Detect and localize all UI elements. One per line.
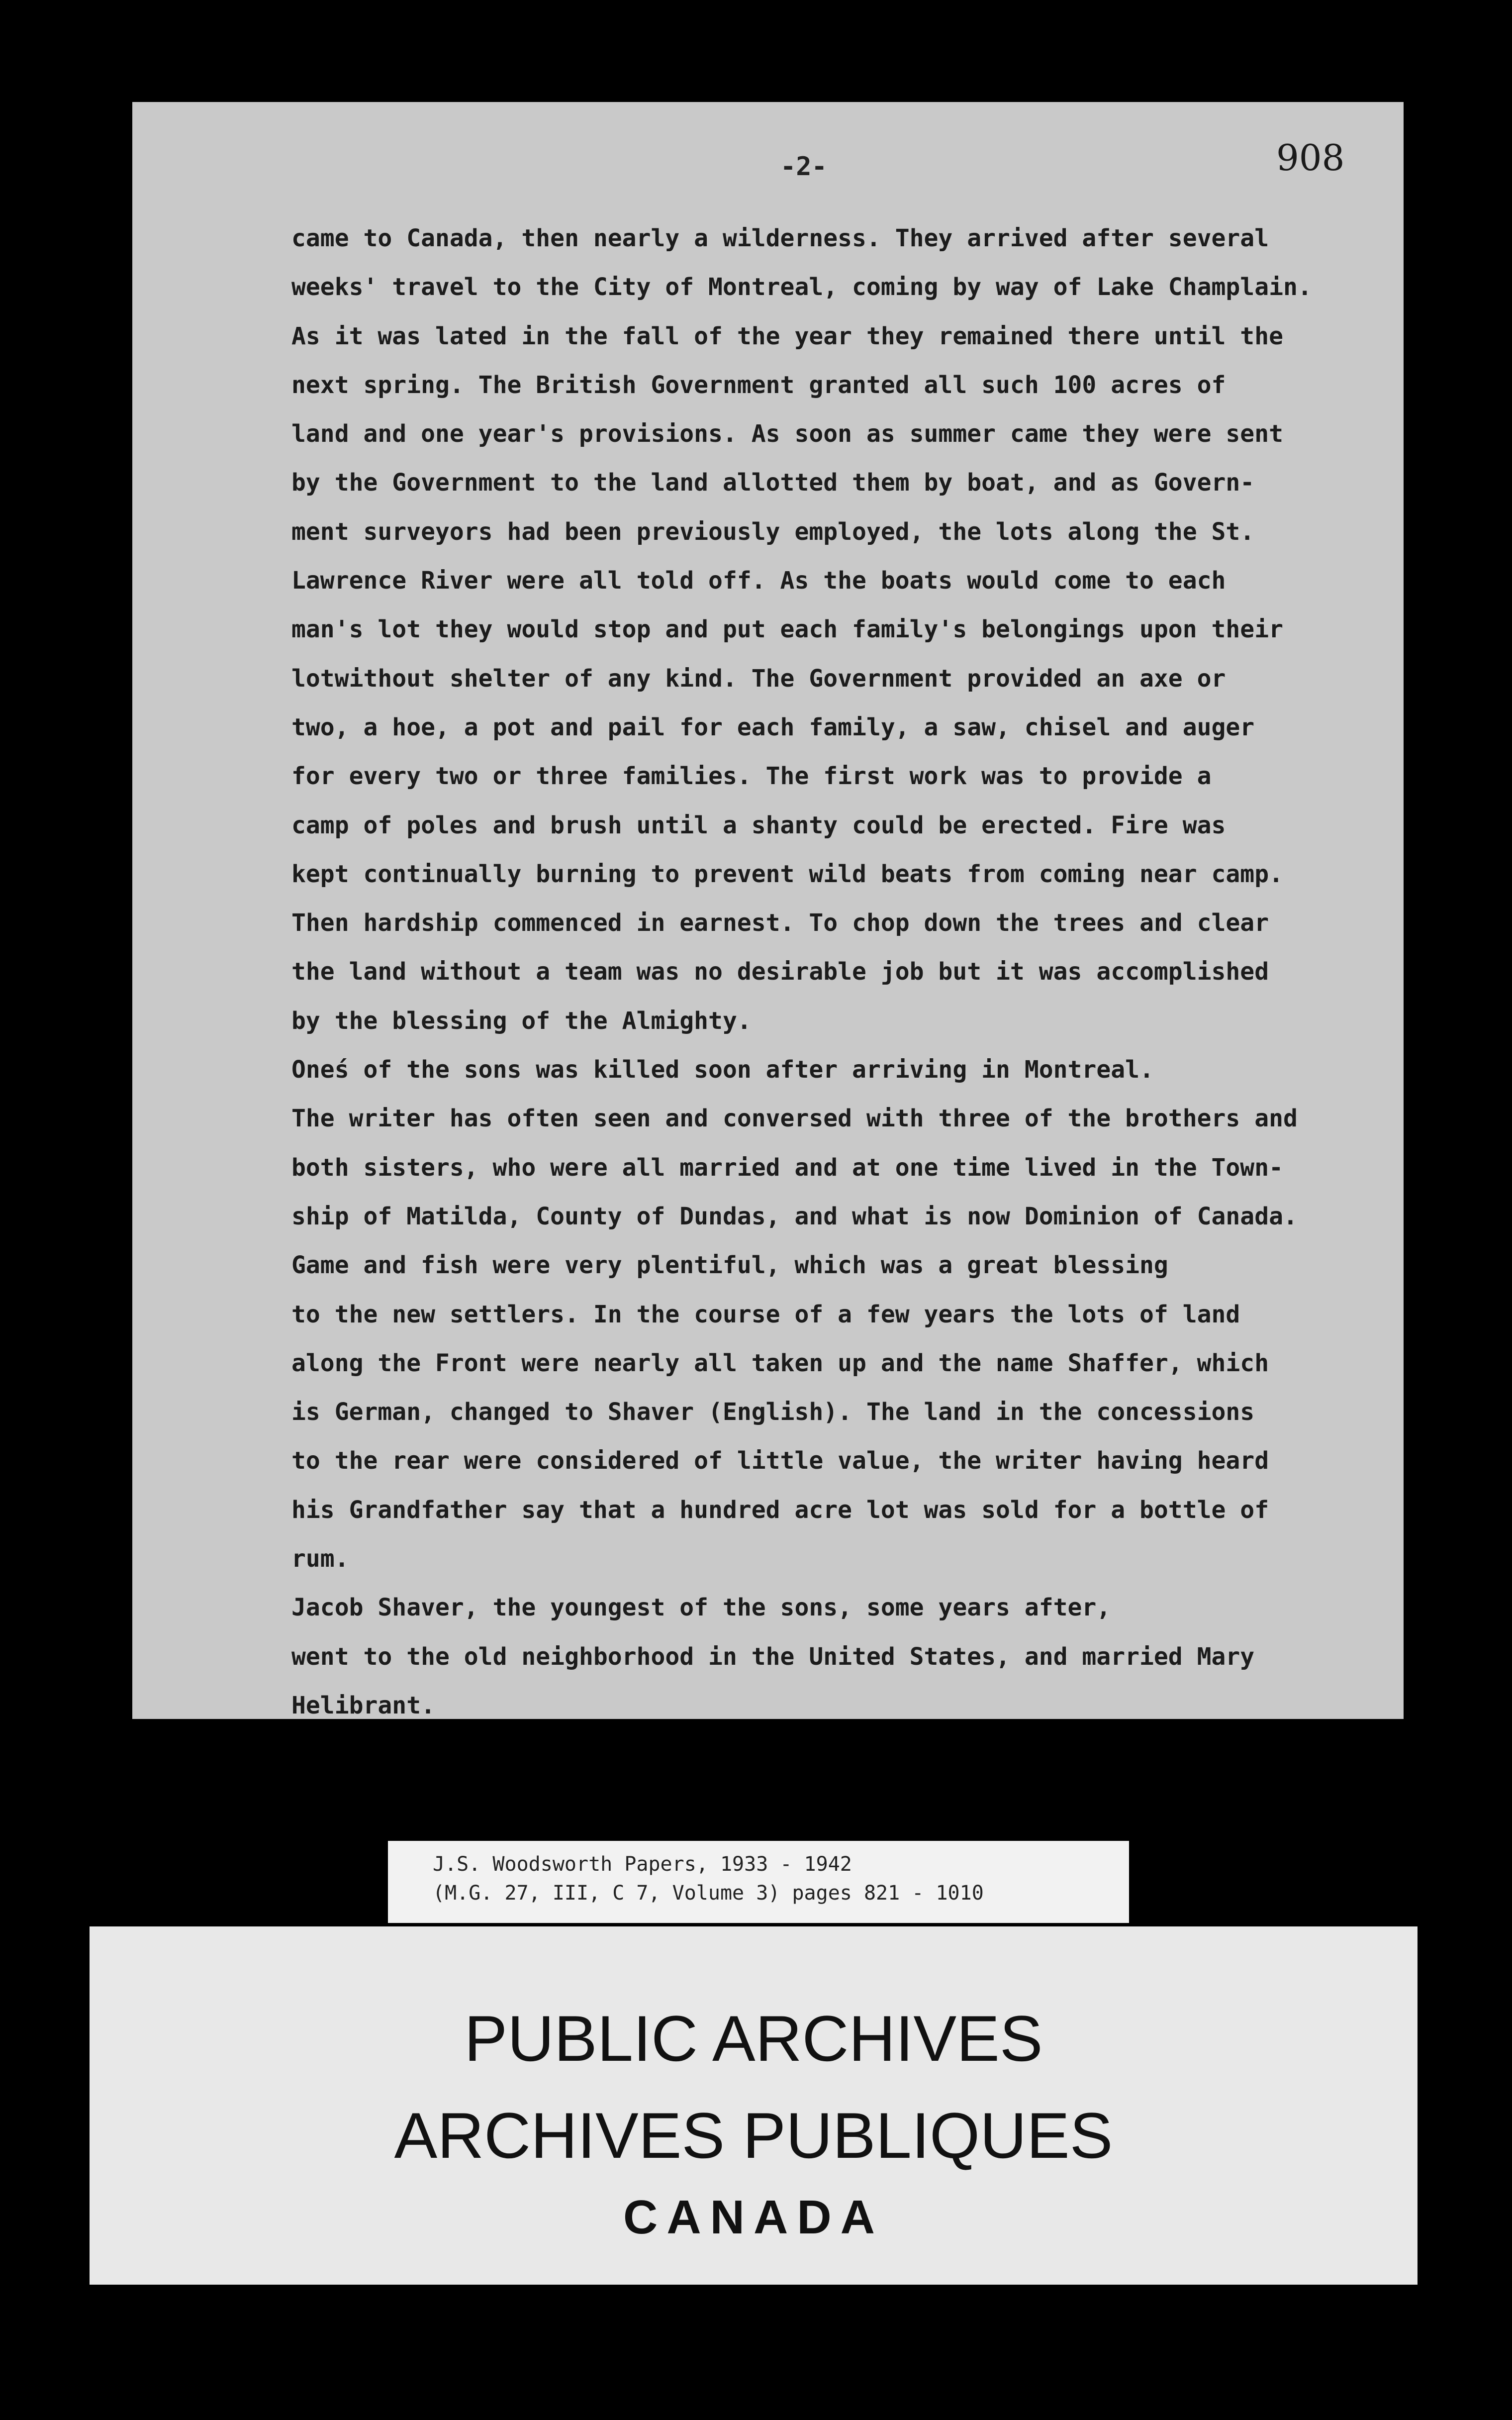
text-line: The writer has often seen and conversed with three of the brothers and (291, 1105, 1298, 1133)
text-line: Oneś of the sons was killed soon after arriving in Montreal. (291, 1056, 1154, 1084)
text-line: Lawrence River were all told off. As the boats would come to each (291, 567, 1226, 595)
text-line: Game and fish were very plentiful, which was a great blessing (291, 1251, 1168, 1280)
folio-number: 908 (1276, 137, 1345, 179)
text-line: to the rear were considered of little value, the writer having heard (291, 1447, 1269, 1475)
text-line: As it was lated in the fall of the year they remained there until the (291, 322, 1283, 350)
archive-title-french: ARCHIVES PUBLIQUES (394, 2099, 1113, 2172)
collection-label-line: J.S. Woodsworth Papers, 1933 - 1942 (433, 1853, 852, 1876)
text-line: his Grandfather say that a hundred acre lot was sold for a bottle of (291, 1496, 1269, 1524)
text-line: land and one year's provisions. As soon as summer came they were sent (291, 420, 1283, 448)
text-line: by the blessing of the Almighty. (291, 1007, 752, 1035)
text-line: Jacob Shaver, the youngest of the sons, some years after, (291, 1594, 1111, 1622)
text-line: man's lot they would stop and put each family's belongings upon their (291, 615, 1283, 644)
document-body (291, 214, 1386, 1719)
text-line: the land without a team was no desirable job but it was accomplished (291, 958, 1269, 986)
text-line: rum. (291, 1545, 349, 1573)
text-line: by the Government to the land allotted them by boat, and as Govern- (291, 469, 1255, 497)
text-line: weeks' travel to the City of Montreal, coming by way of Lake Champlain. (291, 273, 1312, 302)
text-line: to the new settlers. In the course of a few years the lots of land (291, 1300, 1240, 1328)
archive-title-english: PUBLIC ARCHIVES (464, 2002, 1043, 2075)
text-line: came to Canada, then nearly a wilderness. They arrived after several (291, 224, 1269, 252)
document-page (132, 102, 1404, 1719)
text-line: Then hardship commenced in earnest. To chop down the trees and clear (291, 909, 1269, 937)
archive-country: CANADA (623, 2191, 884, 2244)
text-line: ment surveyors had been previously employed, the lots along the St. (291, 517, 1255, 546)
page-number: -2- (780, 152, 827, 182)
collection-label (388, 1841, 1129, 1923)
archive-banner (90, 1926, 1418, 2285)
text-line: ship of Matilda, County of Dundas, and what is now Dominion of Canada. (291, 1202, 1298, 1230)
text-line: Helibrant. (291, 1691, 435, 1719)
text-line: lotwithout shelter of any kind. The Government provided an axe or (291, 664, 1226, 693)
text-line: two, a hoe, a pot and pail for each family, a saw, chisel and auger (291, 713, 1255, 741)
text-line: along the Front were nearly all taken up and the name Shaffer, which (291, 1349, 1269, 1377)
text-line: camp of poles and brush until a shanty could be erected. Fire was (291, 811, 1226, 839)
text-line: is German, changed to Shaver (English). The land in the concessions (291, 1398, 1255, 1426)
text-line: both sisters, who were all married and at one time lived in the Town- (291, 1153, 1283, 1182)
text-line: next spring. The British Government granted all such 100 acres of (291, 371, 1226, 399)
text-line: kept continually burning to prevent wild beats from coming near camp. (291, 860, 1283, 888)
text-line: for every two or three families. The first work was to provide a (291, 762, 1212, 791)
collection-label-line: (M.G. 27, III, C 7, Volume 3) pages 821 - 1010 (433, 1882, 984, 1905)
text-line: went to the old neighborhood in the United States, and married Mary (291, 1642, 1255, 1671)
